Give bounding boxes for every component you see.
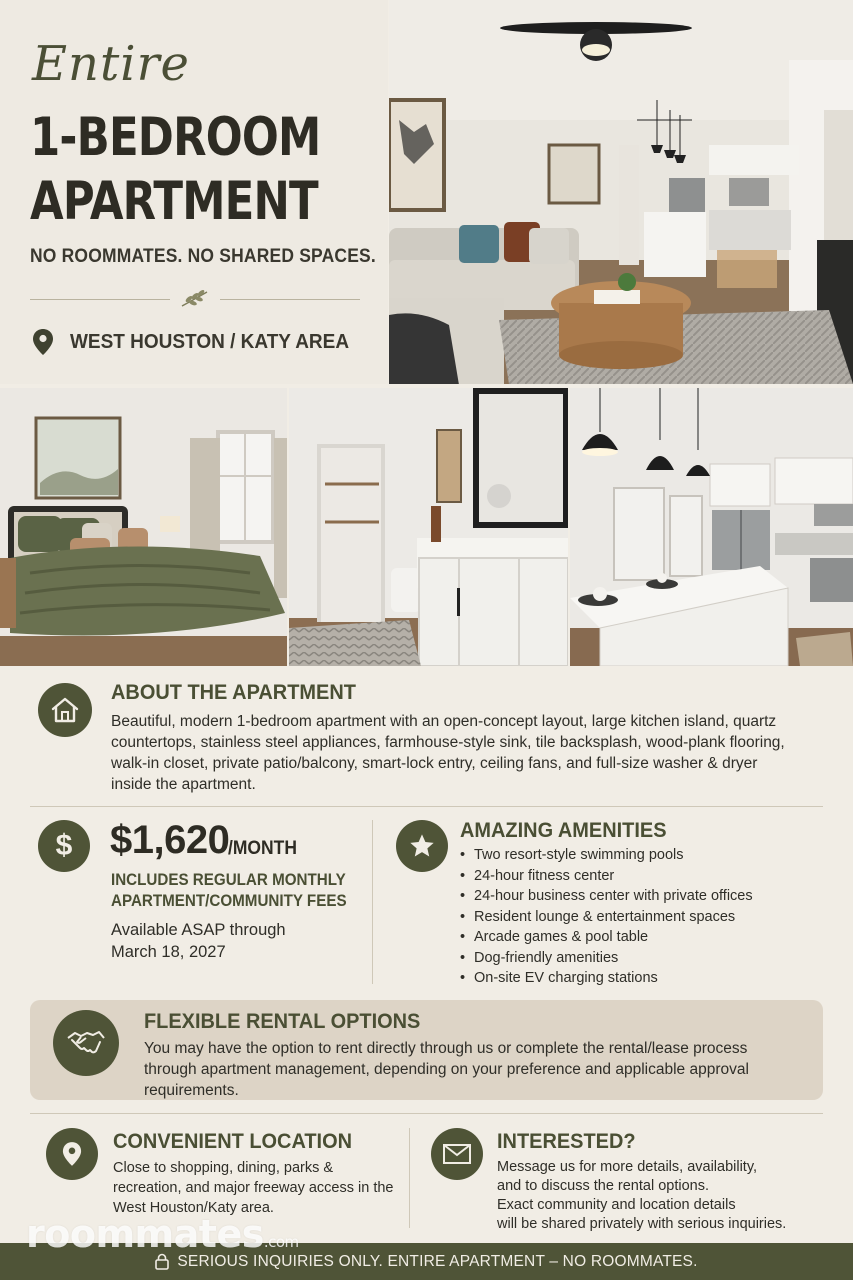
amenity-item: • 24-hour fitness center bbox=[460, 866, 753, 887]
divider-line-right bbox=[220, 299, 360, 300]
headline-line-1: 1-BEDROOM bbox=[30, 107, 321, 168]
amenity-item: • Arcade games & pool table bbox=[460, 927, 753, 948]
bathroom-photo bbox=[289, 388, 568, 666]
amenity-item: • Resident lounge & entertainment spaces bbox=[460, 907, 753, 928]
divider bbox=[30, 806, 823, 807]
amenity-item: • Two resort-style swimming pools bbox=[460, 845, 753, 866]
location-title: CONVENIENT LOCATION bbox=[113, 1130, 353, 1153]
envelope-icon bbox=[443, 1144, 471, 1164]
vertical-divider bbox=[372, 820, 373, 984]
amenity-item: • On-site EV charging stations bbox=[460, 968, 753, 989]
vertical-divider bbox=[409, 1128, 410, 1228]
headline bbox=[30, 106, 320, 234]
living-room-photo bbox=[389, 0, 853, 384]
hero-divider bbox=[30, 299, 360, 300]
amenity-item: • Dog-friendly amenities bbox=[460, 948, 753, 969]
price-note-line-1: INCLUDES REGULAR MONTHLY bbox=[111, 871, 346, 889]
about-text: Beautiful, modern 1-bedroom apartment with an open-concept layout, large kitchen island, quartz countertops, stainless steel appliances, farmhouse-style sink, tile backsplash, wood-plank flooring, walk-in closet, private patio/balcony, smart-lock entry, ceiling fans, and full-size washer & dryer inside the apartment. bbox=[111, 713, 785, 793]
interested-text bbox=[497, 1158, 817, 1234]
amenities-list bbox=[460, 845, 753, 989]
about-house-badge bbox=[38, 683, 92, 737]
interested-line-3: Exact community and location details bbox=[497, 1197, 736, 1213]
interested-line-4: will be shared privately with serious inquiries. bbox=[497, 1216, 787, 1232]
headline-line-2: APARTMENT bbox=[30, 171, 318, 232]
amenities-title: AMAZING AMENITIES bbox=[460, 819, 667, 842]
flexible-text: You may have the option to rent directly through us or complete the rental/lease process through apartment management, depending on your preference and applicable approval requirements. bbox=[144, 1040, 749, 1099]
availability-line-2: March 18, 2027 bbox=[111, 943, 226, 961]
map-pin-icon bbox=[62, 1141, 82, 1167]
interested-title: INTERESTED? bbox=[497, 1130, 636, 1153]
dollar-icon: $ bbox=[55, 829, 73, 862]
bedroom-photo bbox=[0, 388, 287, 666]
availability-line-1: Available ASAP through bbox=[111, 921, 286, 939]
kitchen-photo bbox=[570, 388, 853, 666]
watermark-brand: roommates bbox=[26, 1212, 264, 1256]
handshake-icon bbox=[66, 1028, 106, 1058]
price-unit: /MONTH bbox=[228, 838, 297, 859]
interested-line-1: Message us for more details, availability, bbox=[497, 1159, 758, 1175]
script-title: Entire bbox=[32, 36, 190, 92]
map-pin-icon bbox=[32, 328, 54, 356]
leaf-sprig-icon bbox=[179, 288, 211, 310]
divider bbox=[30, 1113, 823, 1114]
amenities-star-badge bbox=[396, 820, 448, 872]
watermark-suffix: .com bbox=[263, 1233, 299, 1251]
price-amount: $1,620 bbox=[110, 818, 230, 862]
amenity-item: • 24-hour business center with private offices bbox=[460, 886, 753, 907]
hero-location-text: WEST HOUSTON / KATY AREA bbox=[70, 330, 350, 353]
interested-envelope-badge bbox=[431, 1128, 483, 1180]
location-pin-badge bbox=[46, 1128, 98, 1180]
location-text: Close to shopping, dining, parks & recreation, and major freeway access in the West Houston/Katy area. bbox=[113, 1160, 394, 1216]
roommates-watermark bbox=[26, 1212, 299, 1256]
interested-line-2: and to discuss the rental options. bbox=[497, 1178, 709, 1194]
house-icon bbox=[50, 696, 80, 724]
price-note bbox=[111, 870, 350, 912]
availability bbox=[111, 919, 351, 963]
footer-text: SERIOUS INQUIRIES ONLY. ENTIRE APARTMENT – NO ROOMMATES. bbox=[177, 1252, 698, 1270]
star-icon bbox=[408, 832, 436, 860]
price-note-line-2: APARTMENT/COMMUNITY FEES bbox=[111, 892, 347, 910]
hero-location bbox=[32, 328, 364, 356]
price-dollar-badge bbox=[38, 820, 90, 872]
flexible-title: FLEXIBLE RENTAL OPTIONS bbox=[144, 1010, 421, 1033]
subhead: NO ROOMMATES. NO SHARED SPACES. bbox=[30, 246, 376, 267]
divider-line-left bbox=[30, 299, 170, 300]
hero-panel bbox=[0, 0, 388, 384]
about-title: ABOUT THE APARTMENT bbox=[111, 681, 356, 704]
flexible-handshake-badge bbox=[53, 1010, 119, 1076]
